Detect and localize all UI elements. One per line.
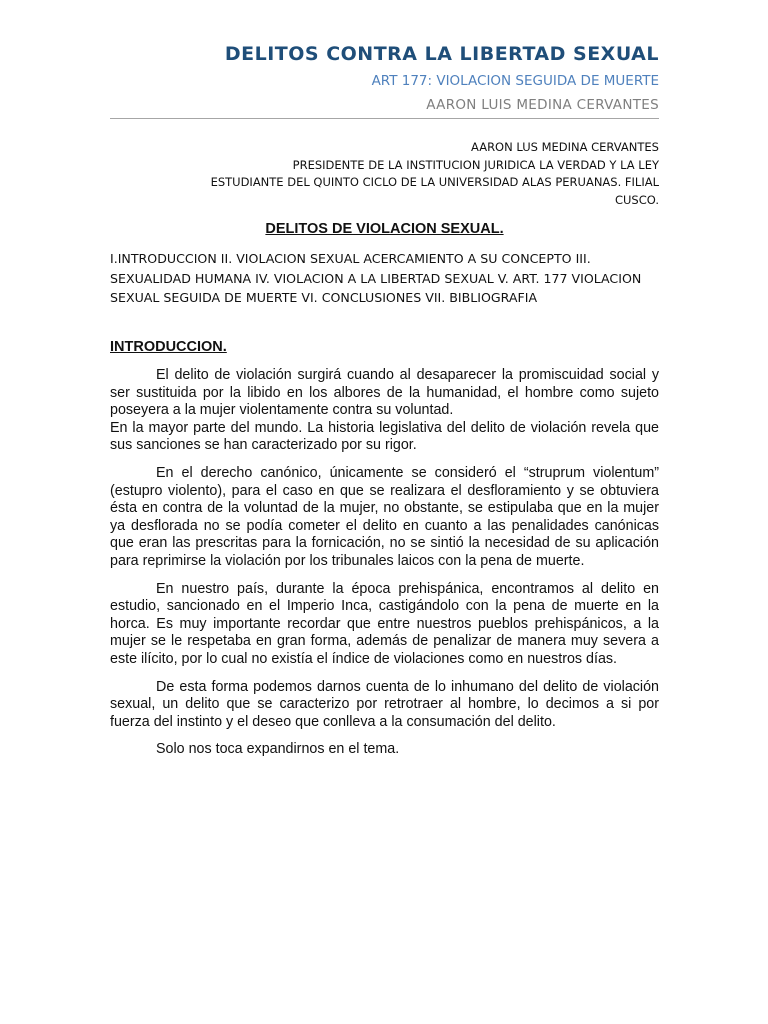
- header-author: AARON LUIS MEDINA CERVANTES: [426, 97, 659, 113]
- section-heading: INTRODUCCION.: [110, 339, 227, 355]
- paragraph: El delito de violación surgirá cuando al desaparecer la promiscuidad social y ser sustituida por la libido en los albores de la humanidad, el hombre como sujeto poseyera a la mujer violentamente contra su voluntad.: [110, 367, 659, 419]
- paragraph: En el derecho canónico, únicamente se consideró el “struprum violentum” (estupro violento), para el caso en que se realizara el desfloramiento y se obtuviera ésta en contra de la voluntad de la mujer, no obstante, se estipulaba que en la mujer ya desflorada no se podía cometer el delito en cuanto a las penalidades canónicas que eran las prescritas para la fornicación, no se sintió la necesidad de su aplicación para reprimirse la violación por los tribunales laicos con la pena de muerte.: [110, 464, 659, 569]
- author-name: AARON LUS MEDINA CERVANTES: [471, 140, 659, 154]
- document-page: [110, 0, 659, 1024]
- document-title: DELITOS DE VIOLACION SEXUAL.: [265, 221, 504, 237]
- author-position: PRESIDENTE DE LA INSTITUCION JURIDICA LA VERDAD Y LA LEY: [292, 157, 659, 172]
- table-of-contents: I.INTRODUCCION II. VIOLACION SEXUAL ACERCAMIENTO A SU CONCEPTO III. SEXUALIDAD HUMANA IV. VIOLACION A LA LIBERTAD SEXUAL V. ART. 177 VIOLACION SEXUAL SEGUIDA DE MUERTE VI. CONCLUSIONES VII. BIBLIOGRAFIA: [110, 251, 642, 306]
- paragraph: De esta forma podemos darnos cuenta de lo inhumano del delito de violación sexual, un delito que se caracterizo por retrotraer al hombre, lo decimos a si por fuerza del instinto y el deseo que conlleva a la consumación del delito.: [110, 678, 659, 730]
- body-text: [110, 367, 659, 769]
- author-info-block: [110, 139, 659, 209]
- paragraph: Solo nos toca expandirnos en el tema.: [156, 741, 400, 758]
- paragraph: En la mayor parte del mundo. La historia legislativa del delito de violación revela que sus sanciones se han caracterizado por su rigor.: [110, 419, 659, 454]
- author-study: ESTUDIANTE DEL QUINTO CICLO DE LA UNIVERSIDAD ALAS PERUANAS. FILIAL: [210, 175, 659, 190]
- header-divider: [110, 118, 659, 119]
- header-title: DELITOS CONTRA LA LIBERTAD SEXUAL: [224, 43, 659, 65]
- author-location: CUSCO.: [614, 192, 659, 207]
- header-subtitle: ART 177: VIOLACION SEGUIDA DE MUERTE: [371, 73, 659, 89]
- paragraph: En nuestro país, durante la época prehispánica, encontramos al delito en estudio, sancionado en el Imperio Inca, castigándolo con la pena de muerte en la horca. Es muy importante recordar que entre nuestros pueblos prehispánicos, a la mujer se le respetaba en gran forma, además de penalizar de manera muy severa a este ilícito, por lo cual no existía el índice de violaciones como en nuestros días.: [110, 580, 659, 667]
